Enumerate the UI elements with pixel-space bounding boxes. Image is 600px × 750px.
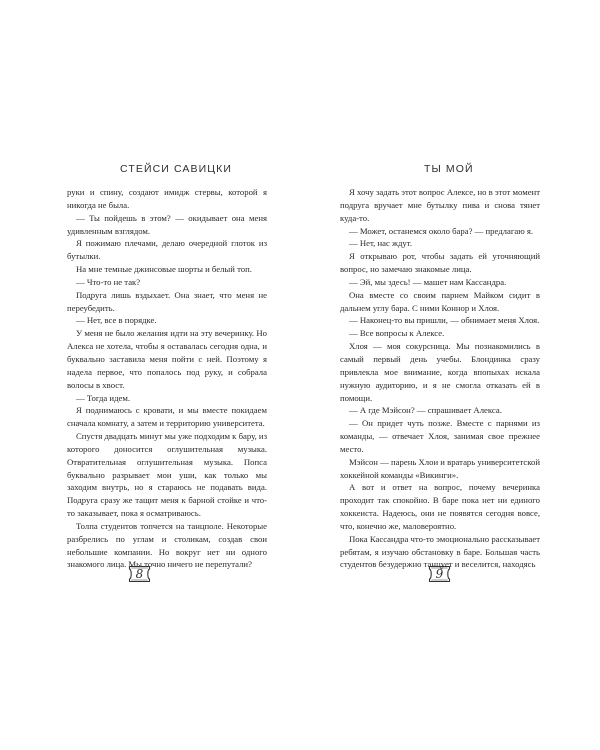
paragraph: руки и спину, создают имидж стервы, которой я никогда не была.: [67, 187, 267, 210]
paragraph: — Он придет чуть позже. Вместе с парнями из команды, — отвечает Хлоя, занимая свое прежнее место.: [340, 418, 540, 454]
running-head-title: ТЫ МОЙ: [424, 163, 474, 175]
paragraph: Я открываю рот, чтобы задать ей уточняющий вопрос, но замечаю знакомые лица.: [340, 251, 540, 275]
paragraph: Толпа студентов топчется на танцполе. Некоторые разбрелись по углам и столикам, создав свои небольшие компании. Но вокруг нет ни одного знакомого лица. Мы точно ничего не перепутали?: [67, 520, 267, 570]
paragraph: — Наконец-то вы пришли, — обнимает меня Хлоя.: [349, 315, 540, 326]
page-number-badge: [127, 565, 152, 583]
paragraph: У меня не было желания идти на эту вечеринку. Но Алекса не хотела, чтобы я оставалась сегодня одна, и буквально заставила меня пойти с ней. Поэтому я надела первое, что попалось под руку, и собрала волосы в хвост.: [67, 328, 267, 390]
paragraph: — Нет, все в порядке.: [76, 315, 157, 326]
paragraph: — Что-то не так?: [76, 276, 141, 287]
left-page-text: [67, 186, 267, 571]
paragraph: Мэйсон — парень Хлои и вратарь университетской хоккейной команды «Викинги».: [340, 456, 540, 480]
paragraph: Подруга лишь вздыхает. Она знает, что меня не переубедить.: [67, 289, 267, 313]
paragraph: А вот и ответ на вопрос, почему вечеринка проходит так спокойно. В баре пока нет ни единого хоккеиста. Надеюсь, они не появятся сегодня вовсе, что, конечно же, маловероятно.: [340, 482, 540, 531]
paragraph: — Эй, мы здесь! — машет нам Кассандра.: [349, 276, 507, 287]
page-number: 8: [135, 567, 144, 581]
right-page: [300, 0, 600, 750]
running-head-author: СТЕЙСИ САВИЦКИ: [120, 163, 232, 175]
right-page-text: [340, 186, 540, 571]
page-number: 9: [435, 567, 444, 581]
paragraph: — Тогда идем.: [76, 392, 131, 403]
paragraph: — А где Мэйсон? — спрашивает Алекса.: [349, 405, 502, 416]
paragraph: — Ты пойдешь в этом? — окидывает она меня удивленным взглядом.: [67, 212, 267, 236]
paragraph: Спустя двадцать минут мы уже подходим к бару, из которого доносится оглушительная музыка. Отвратительная оглушительная музыка. Попса буквально разрывает мои уши, как только мы заходим внутрь, но я стараюсь не подавать вида. Подруга сразу же тащит меня к барной стойке и что-то заказывает, пока я осматриваюсь.: [67, 431, 267, 519]
paragraph: Я хочу задать этот вопрос Алексе, но в этот момент подруга вручает мне бутылку пива и снова тянет куда-то.: [340, 187, 540, 223]
paragraph: Пока Кассандра что-то эмоционально рассказывает ребятам, я изучаю обстановку в баре. Большая часть студентов безудержно танцует и веселится, находясь: [340, 533, 540, 570]
paragraph: — Может, останемся около бара? — предлагаю я.: [349, 225, 534, 236]
paragraph: На мне темные джинсовые шорты и белый топ.: [76, 264, 252, 275]
paragraph: — Все вопросы к Алексе.: [349, 328, 445, 339]
paragraph: — Нет, нас ждут.: [349, 238, 413, 249]
paragraph: Я пожимаю плечами, делаю очередной глоток из бутылки.: [67, 238, 267, 262]
paragraph: Я поднимаюсь с кровати, и мы вместе покидаем сначала комнату, а затем и территорию университета.: [67, 405, 267, 429]
page-number-badge: [427, 565, 452, 583]
paragraph: Она вместе со своим парнем Майком сидит в дальнем углу бара. С ними Коннор и Хлоя.: [340, 289, 540, 313]
paragraph: Хлоя — моя сокурсница. Мы познакомились в самый первый день учебы. Блондинка сразу привлекла мое внимание, когда впопыхах искала нужную аудиторию, и я не смогла отказать ей в помощи.: [340, 341, 540, 403]
